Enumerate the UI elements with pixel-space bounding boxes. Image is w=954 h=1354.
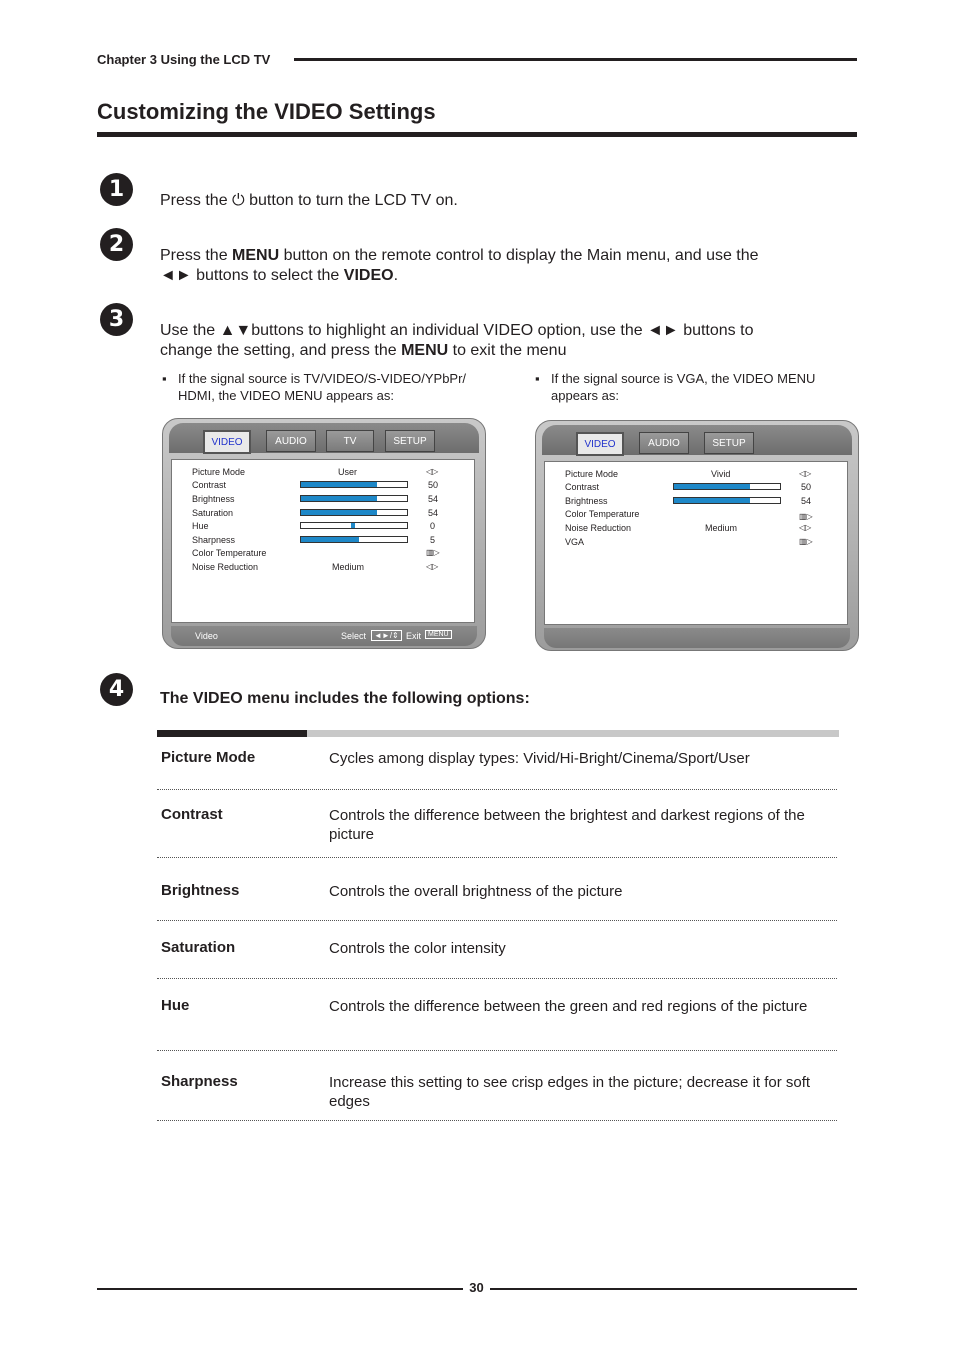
table-row <box>157 737 837 790</box>
option-name: Contrast <box>161 806 223 823</box>
table-header-bar-dark <box>157 730 307 737</box>
osd-label: Noise Reduction <box>565 523 632 533</box>
osd-slider-fill <box>301 537 359 542</box>
osd-slider[interactable] <box>300 495 408 502</box>
bullet-left-line1: If the signal source is TV/VIDEO/S-VIDEO/YPbPr/ <box>178 371 467 386</box>
table-row <box>157 921 837 979</box>
osd-arrows-icon: ◁▷ <box>799 469 812 478</box>
osd-label: Brightness <box>192 494 235 504</box>
step-2-a: Press the <box>160 247 233 264</box>
osd-value: 54 <box>801 496 812 506</box>
table-header-bar-light <box>307 730 839 737</box>
osd-slider[interactable] <box>300 481 408 488</box>
osd-video-menu-tv <box>162 418 486 649</box>
title-rule <box>97 132 857 137</box>
osd-select-keys-icon: ◄►/⇕ <box>371 630 402 641</box>
osd-submenu-icon: ▥▷ <box>799 512 813 521</box>
step-1-post: button to turn the LCD TV on. <box>244 192 458 209</box>
bullet-left-line2: HDMI, the VIDEO MENU appears as: <box>178 388 395 403</box>
step-3-a: Use the ▲▼buttons to highlight an individual VIDEO option, use the ◄► buttons to <box>160 322 754 339</box>
osd-slider[interactable] <box>673 483 781 490</box>
bullet-dot: ▪ <box>535 371 540 386</box>
osd-tab-setup[interactable]: SETUP <box>385 430 435 452</box>
osd-label: Noise Reduction <box>192 562 259 572</box>
osd-value: 50 <box>428 480 439 490</box>
osd-slider[interactable] <box>300 522 408 529</box>
osd-submenu-icon: ▥▷ <box>426 548 440 557</box>
osd-tab-video[interactable]: VIDEO <box>203 430 251 454</box>
osd-label: Sharpness <box>192 535 236 545</box>
step-number-1: 1 <box>100 173 133 206</box>
osd-status-label: Video <box>195 631 218 641</box>
osd-tab-tv[interactable]: TV <box>326 430 374 452</box>
table-row <box>157 858 837 921</box>
step-2-c: button on the remote control to display the Main menu, and use the <box>279 247 759 264</box>
step-3-d: to exit the menu <box>448 342 567 359</box>
footer-rule-right <box>490 1288 857 1290</box>
step-3-menu: MENU <box>401 342 449 359</box>
osd-tab-bar <box>542 425 852 455</box>
options-table <box>157 730 839 1125</box>
bullet-right-line1: If the signal source is VGA, the VIDEO MENU <box>551 371 816 386</box>
osd-video-menu-vga <box>535 420 859 651</box>
osd-tab-audio[interactable]: AUDIO <box>266 430 316 452</box>
osd-menu-key-icon: MENU <box>425 630 452 639</box>
osd-submenu-icon: ▥▷ <box>799 537 813 546</box>
option-desc: Controls the overall brightness of the picture <box>329 883 623 900</box>
step-2-d: ◄► buttons to select the <box>160 267 344 284</box>
osd-label: Color Temperature <box>192 548 267 558</box>
option-name: Sharpness <box>161 1073 238 1090</box>
osd-value: 0 <box>430 521 436 531</box>
osd-slider-fill <box>301 482 377 487</box>
osd-label: Contrast <box>192 480 227 490</box>
osd-slider[interactable] <box>300 509 408 516</box>
chapter-label: Chapter 3 Using the LCD TV <box>97 52 271 67</box>
step-2-text <box>160 246 759 286</box>
bullet-left-text <box>178 370 466 404</box>
step-number-2: 2 <box>100 228 133 261</box>
step-2-f: . <box>393 267 399 284</box>
osd-label: Contrast <box>565 482 600 492</box>
osd-value: 54 <box>428 494 439 504</box>
osd-tab-setup[interactable]: SETUP <box>704 432 754 454</box>
osd-label: Hue <box>192 521 209 531</box>
step-number-4: 4 <box>100 673 133 706</box>
bullet-dot: ▪ <box>162 371 167 386</box>
osd-label: Picture Mode <box>192 467 246 477</box>
osd-slider-fill <box>301 510 377 515</box>
osd-value: Medium <box>705 523 738 533</box>
bullet-right-text <box>551 370 815 404</box>
osd-slider-fill <box>674 498 750 503</box>
osd-exit-label: Exit <box>406 631 422 641</box>
osd-slider[interactable] <box>300 536 408 543</box>
step-1-text <box>160 191 458 211</box>
option-desc: Controls the difference between the brightest and darkest regions of the picture <box>329 807 805 843</box>
osd-arrows-icon: ◁▷ <box>426 562 439 571</box>
osd-value: 54 <box>428 508 439 518</box>
step-2-menu: MENU <box>232 247 280 264</box>
osd-tab-audio[interactable]: AUDIO <box>639 432 689 454</box>
osd-value: 50 <box>801 482 812 492</box>
osd-slider-marker <box>351 523 355 528</box>
osd-label: Saturation <box>192 508 234 518</box>
bullet-right-line2: appears as: <box>551 388 619 403</box>
osd-arrows-icon: ◁▷ <box>426 467 439 476</box>
step-3-b: change the setting, and press the <box>160 342 402 359</box>
option-desc: Increase this setting to see crisp edges in the picture; decrease it for soft edges <box>329 1074 811 1110</box>
power-icon: ⏻ <box>232 192 245 209</box>
page-number: 30 <box>469 1280 484 1295</box>
osd-status-bar <box>544 628 850 648</box>
osd-slider-fill <box>301 496 377 501</box>
osd-label: VGA <box>565 537 585 547</box>
step-3-text <box>160 321 753 361</box>
option-name: Picture Mode <box>161 749 256 766</box>
option-desc: Cycles among display types: Vivid/Hi-Bright/Cinema/Sport/User <box>329 750 750 767</box>
osd-screen <box>171 459 475 623</box>
osd-tab-video[interactable]: VIDEO <box>576 432 624 456</box>
osd-slider-fill <box>674 484 750 489</box>
osd-label: Brightness <box>565 496 608 506</box>
table-row <box>157 1051 837 1121</box>
page-title: Customizing the VIDEO Settings <box>97 99 436 124</box>
osd-label: Color Temperature <box>565 509 640 519</box>
osd-value: User <box>338 467 358 477</box>
osd-screen <box>544 461 848 625</box>
options-heading: The VIDEO menu includes the following options: <box>160 690 530 707</box>
step-1-pre: Press the <box>160 192 233 209</box>
table-row <box>157 790 837 858</box>
option-name: Saturation <box>161 939 236 956</box>
table-row <box>157 979 837 1051</box>
osd-select-label: Select <box>341 631 367 641</box>
osd-value: Vivid <box>711 469 731 479</box>
osd-tab-bar <box>169 423 479 453</box>
step-number-3: 3 <box>100 303 133 336</box>
option-name: Brightness <box>161 882 240 899</box>
osd-value: 5 <box>430 535 436 545</box>
osd-slider[interactable] <box>673 497 781 504</box>
osd-status-bar <box>171 626 477 646</box>
osd-arrows-icon: ◁▷ <box>799 523 812 532</box>
option-desc: Controls the difference between the green and red regions of the picture <box>329 998 808 1015</box>
bullet-left <box>162 370 522 406</box>
bullet-right <box>535 370 855 406</box>
option-desc: Controls the color intensity <box>329 940 506 957</box>
osd-value: Medium <box>332 562 365 572</box>
option-name: Hue <box>161 997 190 1014</box>
step-2-video: VIDEO <box>343 267 394 284</box>
osd-label: Picture Mode <box>565 469 619 479</box>
chapter-rule <box>294 58 857 61</box>
footer-rule-left <box>97 1288 463 1290</box>
